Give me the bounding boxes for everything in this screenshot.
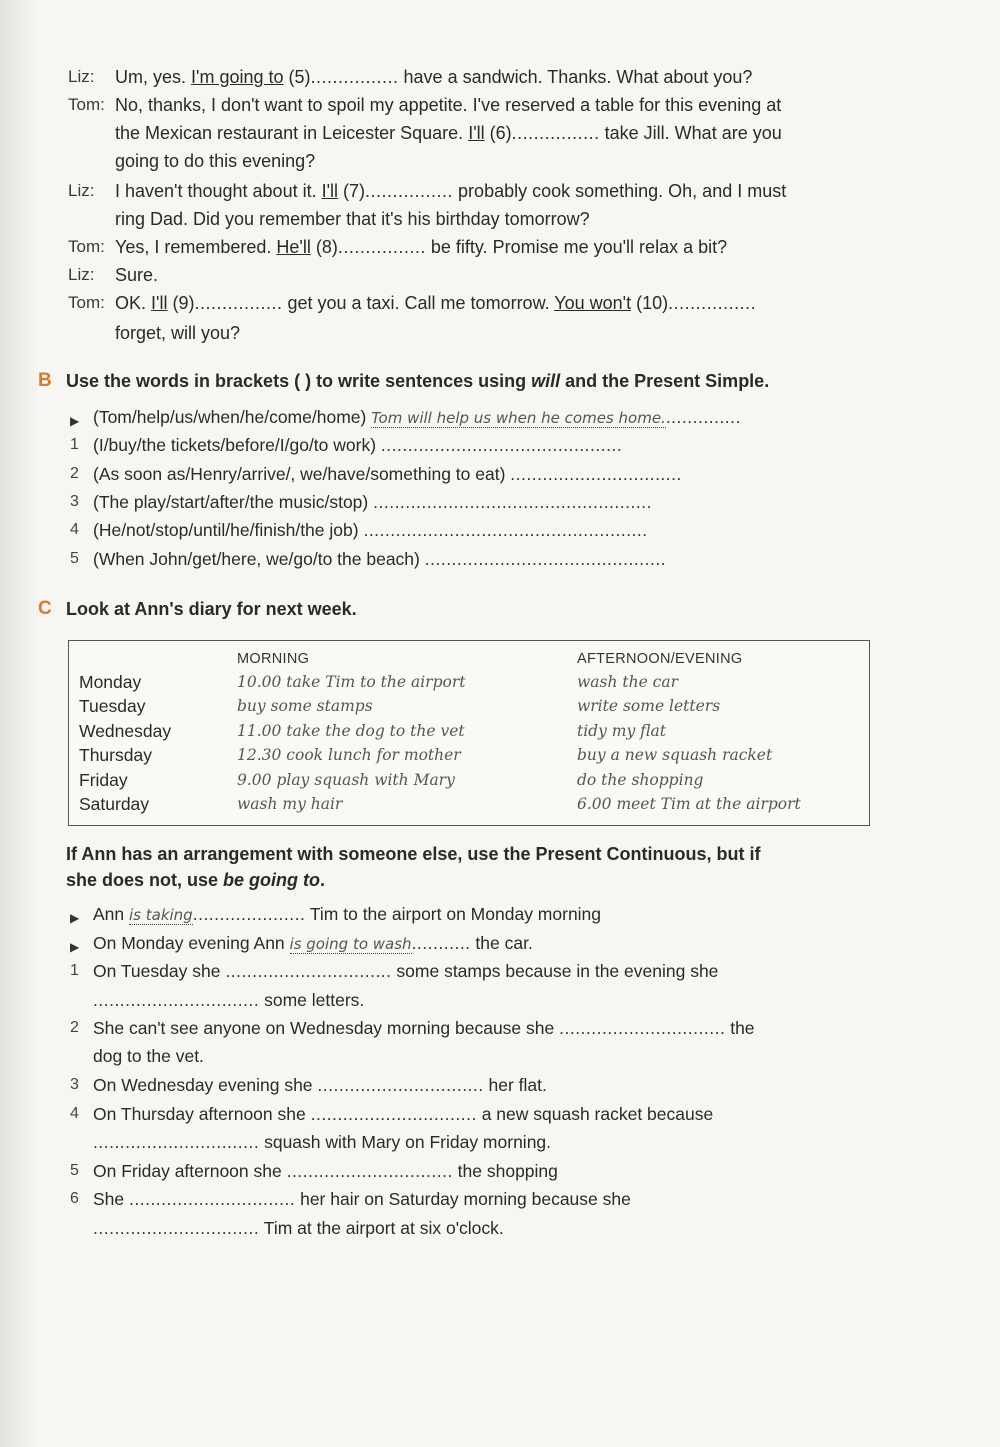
answer-blank[interactable]: ...............................: [317, 1075, 484, 1095]
item-text: [93, 463, 682, 485]
underlined-phrase: I'm going to: [191, 67, 284, 87]
ann-diary-table: [68, 640, 870, 826]
underlined-phrase: I'll: [321, 181, 339, 201]
item-text: She can't see anyone on Wednesday morning because she ............................... the: [93, 1018, 755, 1038]
diary-morning-entry: 12.30 cook lunch for mother: [237, 746, 461, 765]
item-text: On Tuesday she ............................... some stamps because in the evening she: [93, 961, 719, 981]
diary-afternoon-entry: do the shopping: [577, 770, 704, 789]
item-text: ............................... Tim at the airport at six o'clock.: [93, 1218, 504, 1238]
answer-blank[interactable]: ................: [668, 293, 757, 313]
diary-day: Wednesday: [79, 720, 172, 741]
underlined-phrase: He'll: [276, 237, 311, 257]
diary-day: Saturday: [79, 794, 150, 814]
item-prompt: (I/buy/the tickets/before/I/go/to work): [93, 435, 377, 455]
answer-blank[interactable]: ................: [194, 293, 283, 313]
section-c-instruction-2: she does not, use be going to.: [66, 870, 326, 890]
answer-blank[interactable]: ...............................: [129, 1189, 296, 1209]
answer-blank[interactable]: .............................................: [380, 435, 623, 455]
item-prompt: (He/not/stop/until/he/finish/the job): [93, 520, 359, 540]
diary-afternoon-entry: buy a new squash racket: [577, 746, 773, 765]
item-text: ............................... some letters.: [93, 990, 365, 1010]
item-number: 1: [70, 962, 79, 979]
item-number: 1: [70, 436, 79, 453]
dialogue-text: going to do this evening?: [115, 151, 316, 171]
answer-blank[interactable]: ................................: [510, 464, 682, 484]
diary-morning-entry: 9.00 play squash with Mary: [237, 770, 455, 789]
answer-blank[interactable]: ...............................: [559, 1018, 726, 1038]
diary-morning-entry: 11.00 take the dog to the vet: [237, 721, 465, 740]
underlined-phrase: I'll: [151, 293, 168, 313]
item-number: 5: [70, 1162, 79, 1179]
dialogue-text: Um, yes. I'm going to (5)................ have a sandwich. Thanks. What about you?: [115, 67, 753, 87]
item-text: On Wednesday evening she ............................... her flat.: [93, 1075, 547, 1095]
item-number: 3: [70, 1076, 79, 1093]
item-text: On Friday afternoon she ............................... the shopping: [93, 1161, 558, 1181]
diary-afternoon-entry: write some letters: [577, 697, 721, 716]
dialogue-text: ring Dad. Did you remember that it's his birthday tomorrow?: [115, 209, 590, 229]
play-arrow-icon: ▶: [70, 911, 80, 925]
example-answer: Tom will help us when he comes home.: [371, 409, 666, 427]
answer-blank[interactable]: .....................................................: [363, 520, 648, 540]
item-number: 3: [70, 493, 79, 510]
diary-morning-entry: 10.00 take Tim to the airport: [237, 673, 466, 691]
diary-col-morning: MORNING: [237, 651, 310, 667]
speaker-label: Tom:: [68, 237, 105, 256]
page-binding-shadow: [0, 0, 40, 1447]
item-number: 5: [70, 550, 79, 567]
item-text: On Thursday afternoon she ............................... a new squash racket because: [93, 1104, 714, 1124]
underlined-phrase: I'll: [468, 123, 485, 143]
example-2-answer: is going to wash: [289, 935, 412, 953]
diary-day: Thursday: [79, 745, 152, 766]
diary-afternoon-entry: tidy my flat: [577, 721, 666, 740]
section-b-letter: B: [38, 370, 52, 391]
answer-blank[interactable]: .............................................: [424, 549, 667, 569]
dialogue-text: OK. I'll (9)................ get you a taxi. Call me tomorrow. You won't (10)................: [115, 293, 757, 313]
speaker-label: Tom:: [68, 95, 105, 114]
diary-day: Tuesday: [79, 696, 146, 717]
item-text: dog to the vet.: [93, 1046, 204, 1066]
item-prompt: (When John/get/here, we/go/to the beach): [93, 549, 420, 569]
item-number: 2: [70, 465, 79, 482]
item-number: 2: [70, 1019, 79, 1036]
answer-blank[interactable]: ................: [337, 237, 426, 257]
answer-blank[interactable]: ................: [365, 181, 454, 201]
item-text: [93, 548, 666, 570]
example-1-answer: is taking: [129, 906, 193, 924]
answer-blank[interactable]: ...............................: [310, 1104, 477, 1124]
dialogue-text: the Mexican restaurant in Leicester Square. I'll (6)................ take Jill. What are you: [115, 123, 782, 143]
answer-blank[interactable]: ...............................: [286, 1161, 453, 1181]
dialogue-text: Yes, I remembered. He'll (8)................ be fifty. Promise me you'll relax a bit?: [115, 237, 728, 257]
underlined-phrase: You won't: [554, 293, 632, 313]
play-arrow-icon: ▶: [70, 414, 80, 428]
diary-morning-entry: wash my hair: [237, 795, 343, 813]
item-text: ............................... squash with Mary on Friday morning.: [93, 1132, 552, 1152]
item-text: [93, 491, 652, 513]
dialogue-text: No, thanks, I don't want to spoil my appetite. I've reserved a table for this evening at: [115, 95, 782, 115]
item-text: [93, 519, 648, 541]
section-c-letter: C: [38, 598, 52, 619]
answer-blank[interactable]: ................: [511, 123, 600, 143]
dialogue-text: Sure.: [115, 265, 159, 285]
diary-morning-entry: buy some stamps: [237, 697, 373, 716]
item-number: 4: [70, 1105, 79, 1122]
dialogue-text: forget, will you?: [115, 323, 241, 343]
speaker-label: Liz:: [68, 181, 95, 200]
item-number: 4: [70, 521, 79, 538]
speaker-label: Liz:: [68, 265, 95, 284]
section-c-instruction-1: If Ann has an arrangement with someone else, use the Present Continuous, but if: [66, 844, 761, 864]
item-number: 6: [70, 1190, 79, 1207]
dialogue-text: I haven't thought about it. I'll (7)................ probably cook something. Oh, and I must: [115, 181, 787, 201]
diary-afternoon-entry: 6.00 meet Tim at the airport: [577, 795, 801, 813]
answer-blank[interactable]: ...............................: [93, 1132, 260, 1152]
item-prompt: (As soon as/Henry/arrive/, we/have/something to eat): [93, 464, 506, 484]
diary-day: Monday: [79, 672, 142, 692]
item-prompt: (The play/start/after/the music/stop): [93, 492, 369, 512]
answer-blank[interactable]: ...............................: [93, 990, 260, 1010]
speaker-label: Tom:: [68, 293, 105, 312]
section-c-title: Look at Ann's diary for next week.: [66, 599, 357, 619]
play-arrow-icon: ▶: [70, 940, 80, 954]
example-prompt: (Tom/help/us/when/he/come/home): [93, 407, 367, 427]
item-text: [93, 434, 622, 456]
speaker-label: Liz:: [68, 67, 95, 86]
diary-afternoon-entry: wash the car: [577, 673, 679, 691]
item-text: She ............................... her hair on Saturday morning because she: [93, 1189, 631, 1209]
answer-blank[interactable]: ................: [310, 67, 399, 87]
section-b-title: Use the words in brackets ( ) to write sentences using will and the Present Simple.: [66, 371, 770, 391]
answer-blank[interactable]: ...............................: [93, 1218, 260, 1238]
diary-col-afternoon: AFTERNOON/EVENING: [577, 651, 743, 667]
answer-blank[interactable]: ...............................: [225, 961, 392, 981]
answer-blank[interactable]: ....................................................: [373, 492, 652, 512]
diary-day: Friday: [79, 769, 128, 790]
